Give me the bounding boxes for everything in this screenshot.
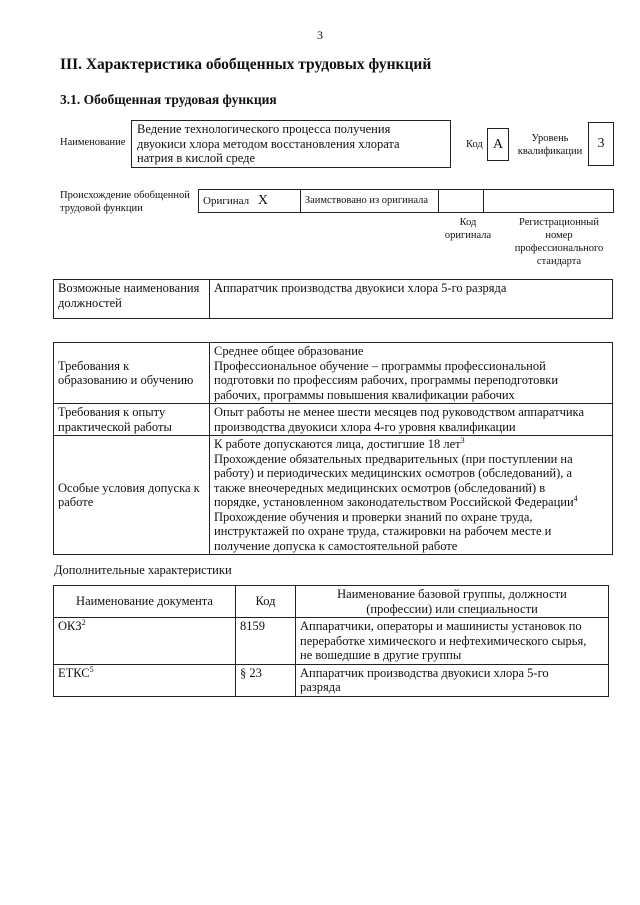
- origin-original-mark: Х: [257, 192, 268, 208]
- table-row: [54, 664, 609, 696]
- extra-header-doc: Наименование документа: [54, 586, 236, 618]
- footnote-marker: 4: [573, 493, 578, 503]
- extra-caption: Дополнительные характеристики: [54, 563, 232, 577]
- extra-header-name: Наименование базовой группы, должности (профессии) или специальности: [296, 586, 609, 618]
- origin-code-cell: [438, 190, 484, 213]
- possible-titles-label: Возможные наименования должностей: [54, 280, 210, 319]
- special-conditions-value: К работе допускаются лица, достигшие 18 лет$^3$ Прохождение обязательных предварительных (при поступлении на работу) и периодических медицинских осмотров (обследований), а также внеочередных медицинских осмотров (обследований) в порядке, установленном законодательством Российской Федерации$^4$ Прохождение обучения и проверки знаний по охране труда, инструктажей по охране труда, стажировки на рабочем месте и получение допуска к самостоятельной работе: [210, 436, 613, 555]
- education-label: Требования к образованию и обучению: [54, 343, 210, 404]
- possible-titles-value: Аппаратчик производства двуокиси хлора 5-го разряда: [210, 280, 613, 319]
- origin-original-cell: Оригинал Х: [199, 190, 301, 213]
- extra-row-code: 8159: [236, 618, 296, 665]
- extra-header-code: Код: [236, 586, 296, 618]
- table-row: [54, 618, 609, 665]
- special-conditions-label: Особые условия допуска к работе: [54, 436, 210, 555]
- origin-label: Происхождение обобщенной трудовой функции: [60, 190, 190, 214]
- origin-reg-cell: [484, 190, 614, 213]
- page-number: 3: [317, 28, 323, 42]
- footnote-marker: 3: [460, 435, 465, 445]
- code-value: А: [487, 128, 509, 161]
- origin-reg-caption: Регистрационный номер профессионального стандарта: [514, 217, 604, 267]
- extra-row-name: Аппаратчики, операторы и машинисты установок по переработке химического и нефтехимического сырья, не вошедшие в другие группы: [296, 618, 609, 665]
- function-name-value: Ведение технологического процесса получения двуокиси хлора методом восстановления хлората натрия в кислой среде: [131, 120, 451, 168]
- function-name-label: Наименование: [60, 137, 126, 148]
- education-value: Среднее общее образование Профессиональное обучение – программы профессиональной подготовки по профессиям рабочих, программы переподготовки рабочих, программы повышения квалификации рабочих: [210, 343, 613, 404]
- qualification-level-label: Уровень квалификации: [517, 133, 583, 157]
- possible-titles-table: [53, 279, 613, 319]
- origin-table: [198, 189, 614, 213]
- extra-row-code: § 23: [236, 664, 296, 696]
- experience-value: Опыт работы не менее шести месяцев под руководством аппаратчика производства двуокиси хлора 4-го уровня квалификации: [210, 404, 613, 436]
- section-title: III. Характеристика обобщенных трудовых функций: [60, 56, 432, 73]
- origin-code-caption: Код оригинала: [444, 217, 492, 241]
- qualification-level-value: 3: [588, 122, 614, 166]
- extra-table: [53, 585, 609, 697]
- requirements-table: [53, 342, 613, 555]
- origin-borrowed-cell: Заимствовано из оригинала: [300, 190, 438, 213]
- experience-label: Требования к опыту практической работы: [54, 404, 210, 436]
- subsection-title: 3.1. Обобщенная трудовая функция: [60, 92, 277, 107]
- extra-row-doc: ОКЗ$^2$: [54, 618, 236, 665]
- code-label: Код: [466, 139, 483, 150]
- extra-row-doc: ЕТКС$^5$: [54, 664, 236, 696]
- extra-row-name: Аппаратчик производства двуокиси хлора 5-го разряда: [296, 664, 609, 696]
